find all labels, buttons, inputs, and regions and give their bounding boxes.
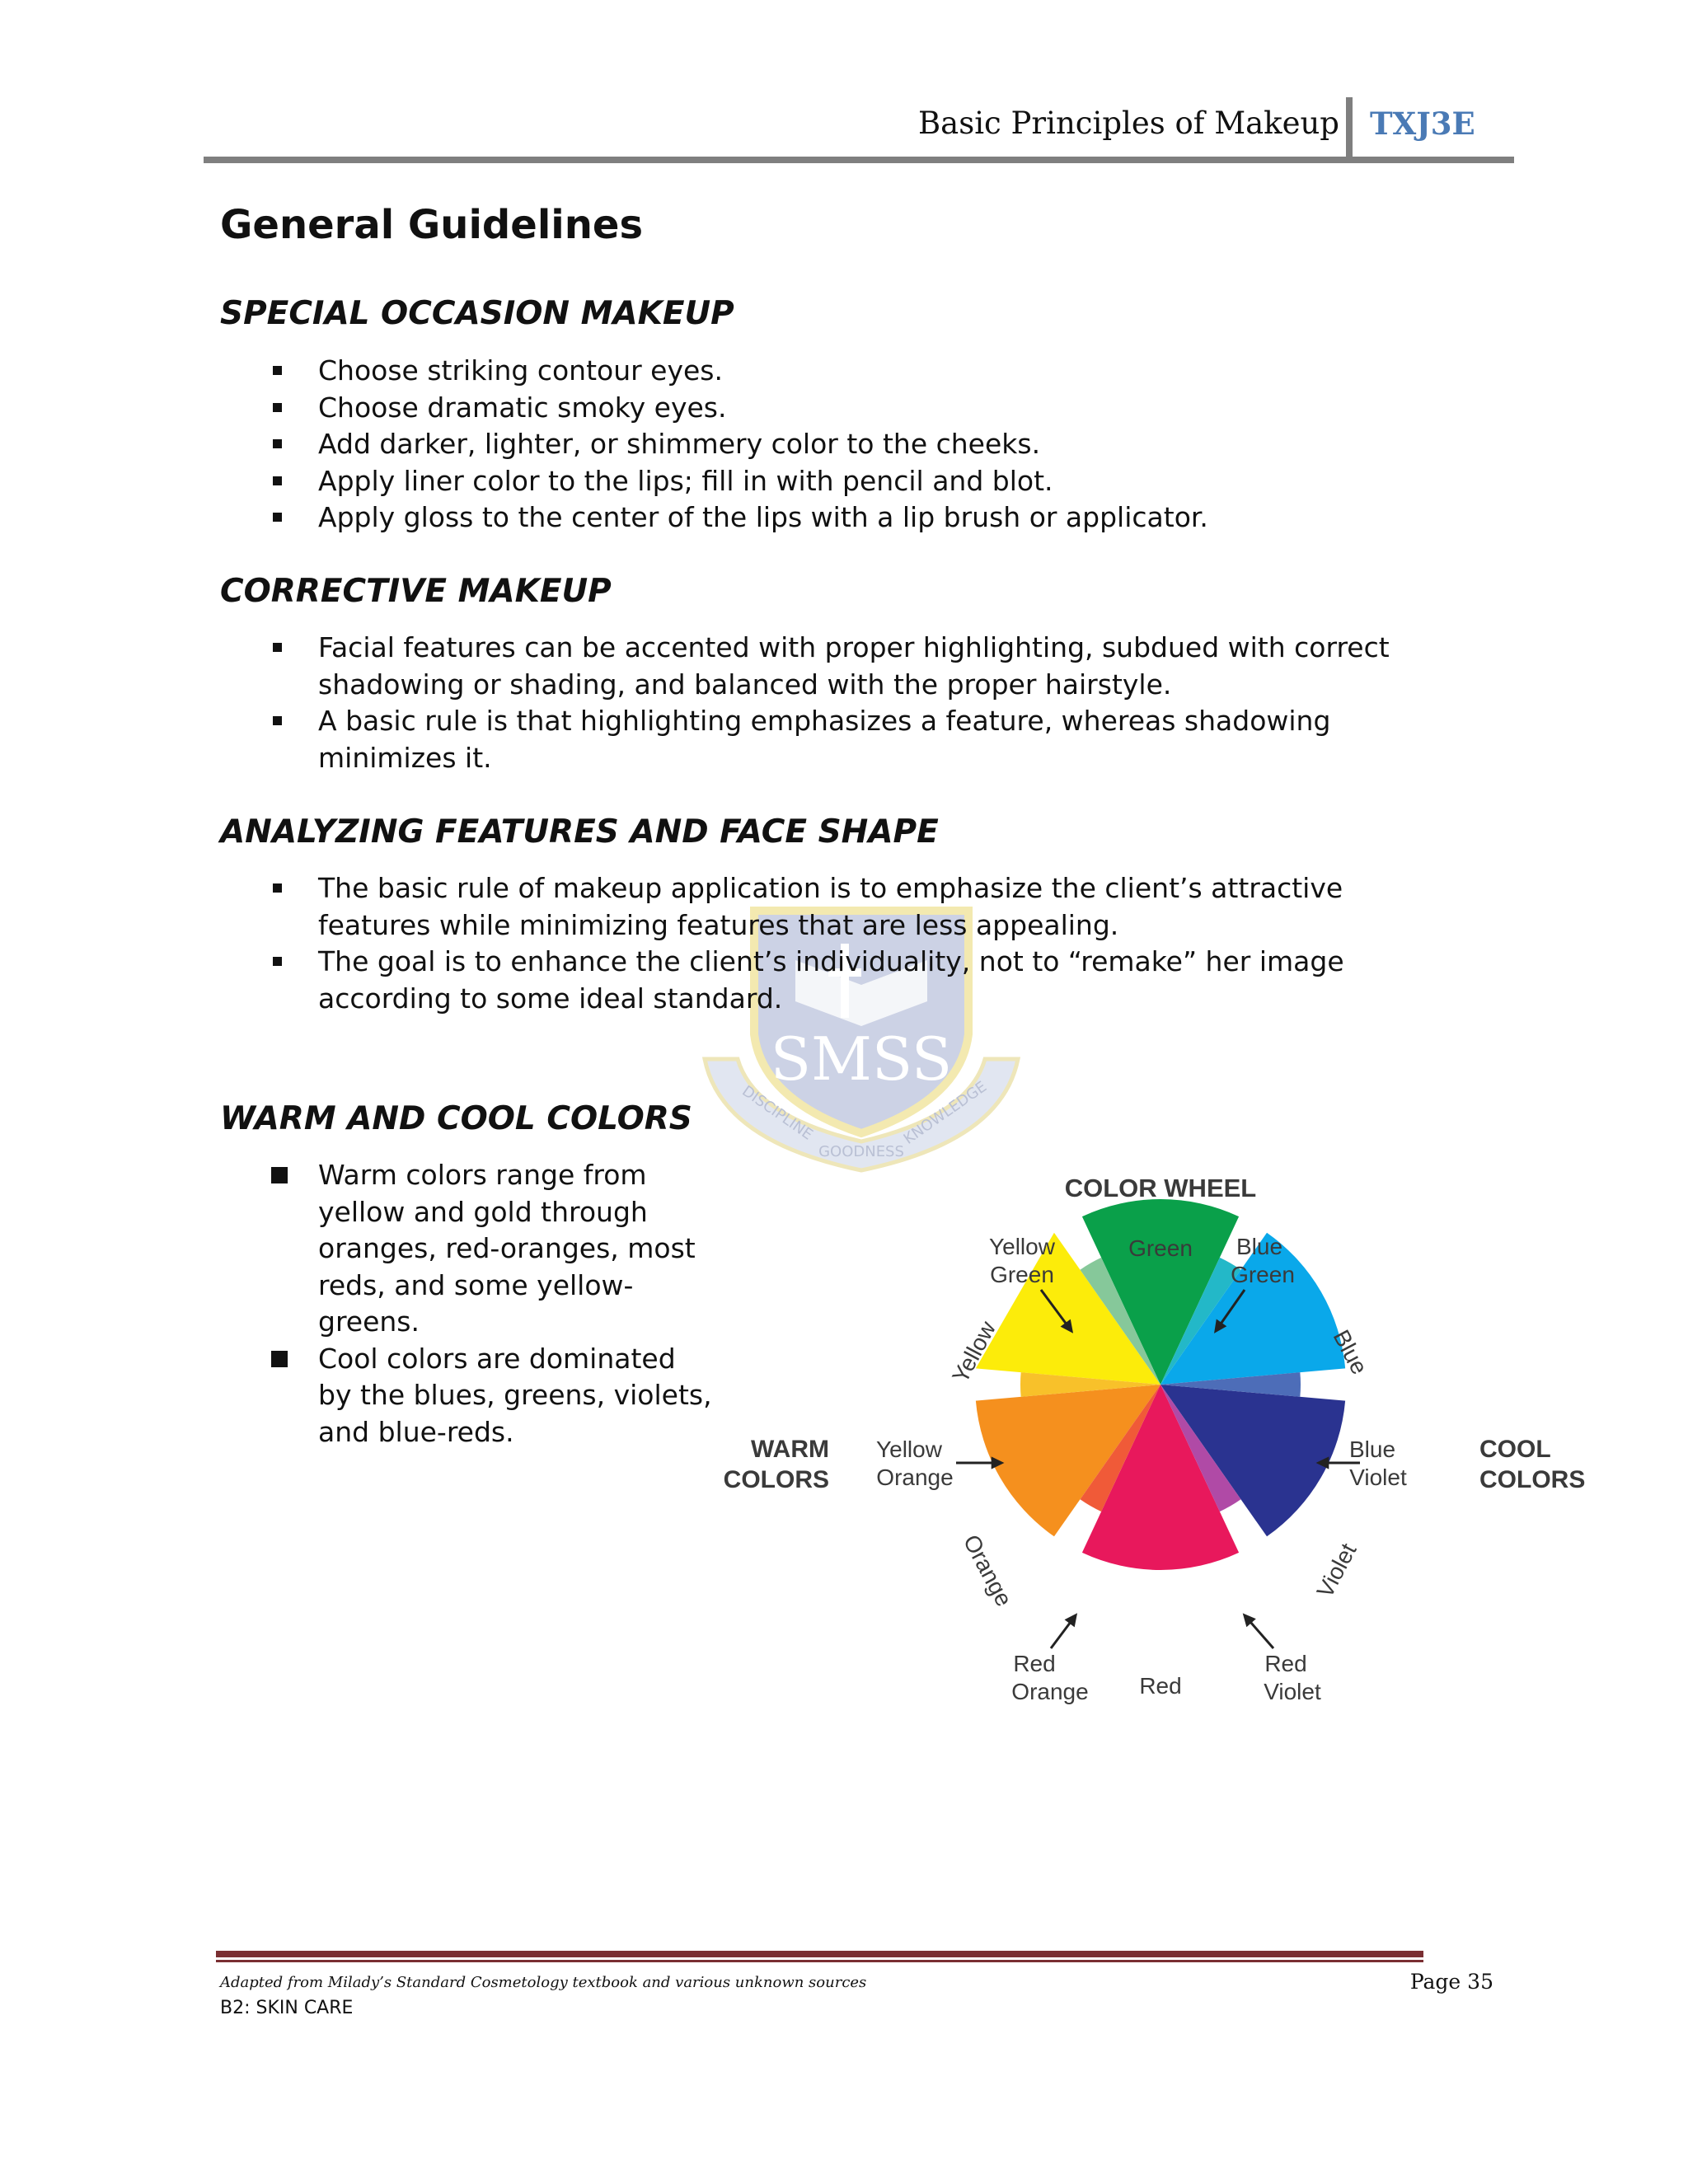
- warm-cool-list: [318, 1157, 714, 1451]
- list-item: Warm colors range from yellow and gold through oranges, red-oranges, most reds, and some yellow-greens.: [318, 1157, 714, 1341]
- crest-motto-center: GOODNESS: [818, 1143, 904, 1160]
- warm-colors-label: WARM: [751, 1436, 829, 1463]
- list-item: Cool colors are dominated by the blues, greens, violets, and blue-reds.: [318, 1341, 714, 1451]
- footer-rule: [216, 1951, 1423, 1957]
- page-number: Page 35: [1409, 1970, 1493, 1994]
- header-title: Basic Principles of Makeup: [917, 105, 1339, 141]
- list-item: Add darker, lighter, or shimmery color to the cheeks.: [318, 426, 1472, 463]
- list-item: Apply liner color to the lips; fill in with pencil and blot.: [318, 463, 1472, 500]
- header-separator: [1346, 97, 1353, 157]
- label-yellow-green: Yellow: [989, 1234, 1055, 1259]
- list-item: The basic rule of makeup application is to emphasize the client’s attractive features while minimizing features that are less appealing.: [318, 870, 1427, 944]
- corrective-list: [318, 630, 1427, 776]
- color-wheel-figure: [709, 1154, 1599, 1731]
- label-blue-violet: Violet: [1349, 1465, 1407, 1490]
- label-red-orange: Red: [1013, 1651, 1056, 1676]
- label-red-violet: Red: [1264, 1651, 1307, 1676]
- list-item: Apply gloss to the center of the lips with a lip brush or applicator.: [318, 499, 1472, 537]
- list-item: A basic rule is that highlighting emphasizes a feature, whereas shadowing minimizes it.: [318, 703, 1427, 776]
- warm-colors-label: COLORS: [723, 1466, 829, 1493]
- label-yellow: Yellow: [947, 1316, 1001, 1388]
- label-yellow-green: Green: [990, 1262, 1054, 1287]
- color-wheel-title: COLOR WHEEL: [1064, 1174, 1257, 1202]
- label-red: Red: [1139, 1673, 1182, 1699]
- crest-motto-left: DISCIPLINE: [738, 1082, 816, 1144]
- section-heading-special-occasion: SPECIAL OCCASION MAKEUP: [220, 295, 734, 332]
- footer-rule-thin: [216, 1960, 1423, 1962]
- list-item: The goal is to enhance the client’s individuality, not to “remake” her image according to some ideal standard.: [318, 944, 1427, 1017]
- analyzing-list: [318, 870, 1427, 1017]
- label-violet: Violet: [1311, 1539, 1362, 1602]
- label-green: Green: [1128, 1235, 1193, 1261]
- label-blue-green: Green: [1231, 1262, 1295, 1287]
- label-red-orange: Orange: [1011, 1679, 1089, 1704]
- section-heading-warm-cool: WARM AND COOL COLORS: [220, 1100, 692, 1137]
- cool-colors-label: COLORS: [1479, 1466, 1586, 1493]
- list-item: Facial features can be accented with proper highlighting, subdued with correct shadowing or shading, and balanced with the proper hairstyle.: [318, 630, 1427, 703]
- label-red-violet: Violet: [1264, 1679, 1321, 1704]
- label-blue-green: Blue: [1236, 1234, 1283, 1259]
- label-blue-violet: Blue: [1348, 1436, 1396, 1462]
- list-item: Choose dramatic smoky eyes.: [318, 390, 1472, 427]
- crest-motto-right: KNOWLEDGE: [900, 1078, 991, 1148]
- footer-source: Adapted from Milady’s Standard Cosmetology textbook and various unknown sources: [220, 1974, 867, 1991]
- header-rule: [204, 157, 1514, 163]
- crest-name: SMSS: [770, 1024, 953, 1094]
- cool-colors-label: COOL: [1479, 1436, 1551, 1463]
- label-orange: Orange: [958, 1530, 1017, 1611]
- footer-unit: B2: SKIN CARE: [220, 1998, 354, 2018]
- course-code: TXJ3E: [1370, 105, 1475, 142]
- label-yellow-orange: Yellow: [876, 1436, 942, 1462]
- page-title: General Guidelines: [220, 202, 644, 248]
- label-yellow-orange: Orange: [876, 1465, 954, 1490]
- list-item: Choose striking contour eyes.: [318, 353, 1472, 390]
- section-heading-analyzing: ANALYZING FEATURES AND FACE SHAPE: [220, 813, 939, 851]
- label-blue: Blue: [1328, 1325, 1373, 1379]
- section-heading-corrective: CORRECTIVE MAKEUP: [220, 573, 612, 610]
- special-occasion-list: [318, 353, 1472, 537]
